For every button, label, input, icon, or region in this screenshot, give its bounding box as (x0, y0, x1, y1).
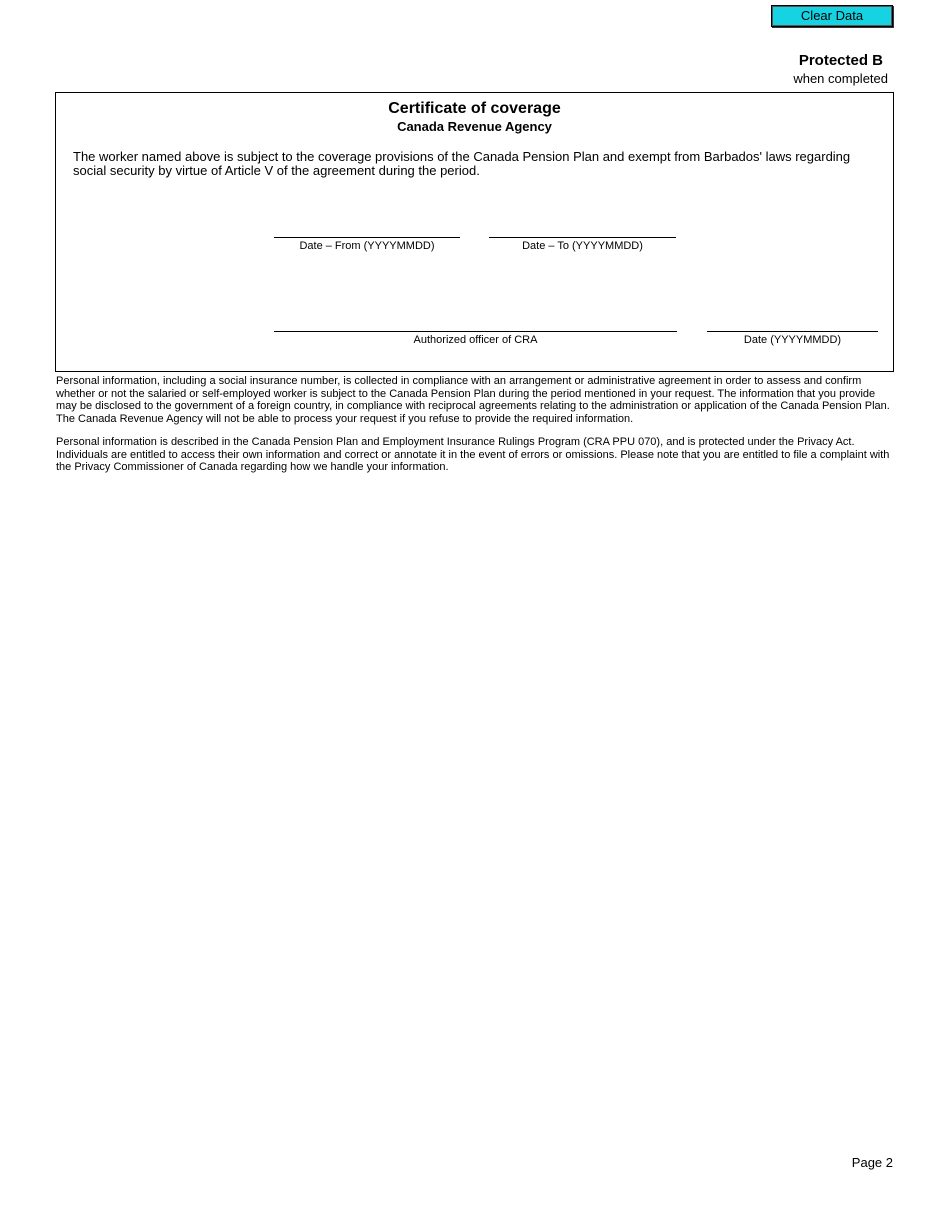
date-to-label: Date – To (YYYYMMDD) (522, 240, 643, 252)
certificate-title: Certificate of coverage (388, 100, 561, 117)
date-to-field[interactable] (489, 237, 676, 238)
certificate-body-text: The worker named above is subject to the coverage provisions of the Canada Pension Plan and exempt from Barbados' laws regarding social security by virtue of Article V of the agreement during the period. (73, 149, 851, 178)
clear-data-button[interactable]: Clear Data (771, 5, 893, 27)
authorized-officer-label: Authorized officer of CRA (413, 334, 538, 346)
privacy-notice-paragraph-1: Personal information, including a social insurance number, is collected in compliance with an arrangement or administrative agreement in order to assess and confirm whether or not the salaried or self-employed worker is subject to the Canada Pension Plan during the period mentioned in your request. The information that you provide may be disclosed to the government of a foreign country, in compliance with reciprocal agreements relating to the administration or application of the Canada Pension Plan. The Canada Revenue Agency will not be able to process your request if you refuse to provide the required information. (56, 375, 890, 425)
signature-date-label: Date (YYYYMMDD) (743, 334, 842, 346)
certificate-subtitle: Canada Revenue Agency (397, 119, 552, 134)
privacy-notice-paragraph-2: Personal information is described in the Canada Pension Plan and Employment Insurance Rulings Program (CRA PPU 070), and is protected under the Privacy Act. Individuals are entitled to access their own information and correct or annotate it in the event of errors or omissions. Please note that you are entitled to file a complaint with the Privacy Commissioner of Canada regarding how we handle your information. (56, 436, 890, 473)
authorized-officer-signature-field[interactable] (274, 331, 677, 332)
signature-date-field[interactable] (707, 331, 878, 332)
protected-b-label: Protected B (798, 52, 883, 69)
date-from-label: Date – From (YYYYMMDD) (299, 240, 435, 252)
certificate-of-coverage-box (55, 92, 894, 372)
page-number: Page 2 (851, 1155, 893, 1170)
date-from-field[interactable] (274, 237, 460, 238)
when-completed-label: when completed (793, 71, 888, 86)
